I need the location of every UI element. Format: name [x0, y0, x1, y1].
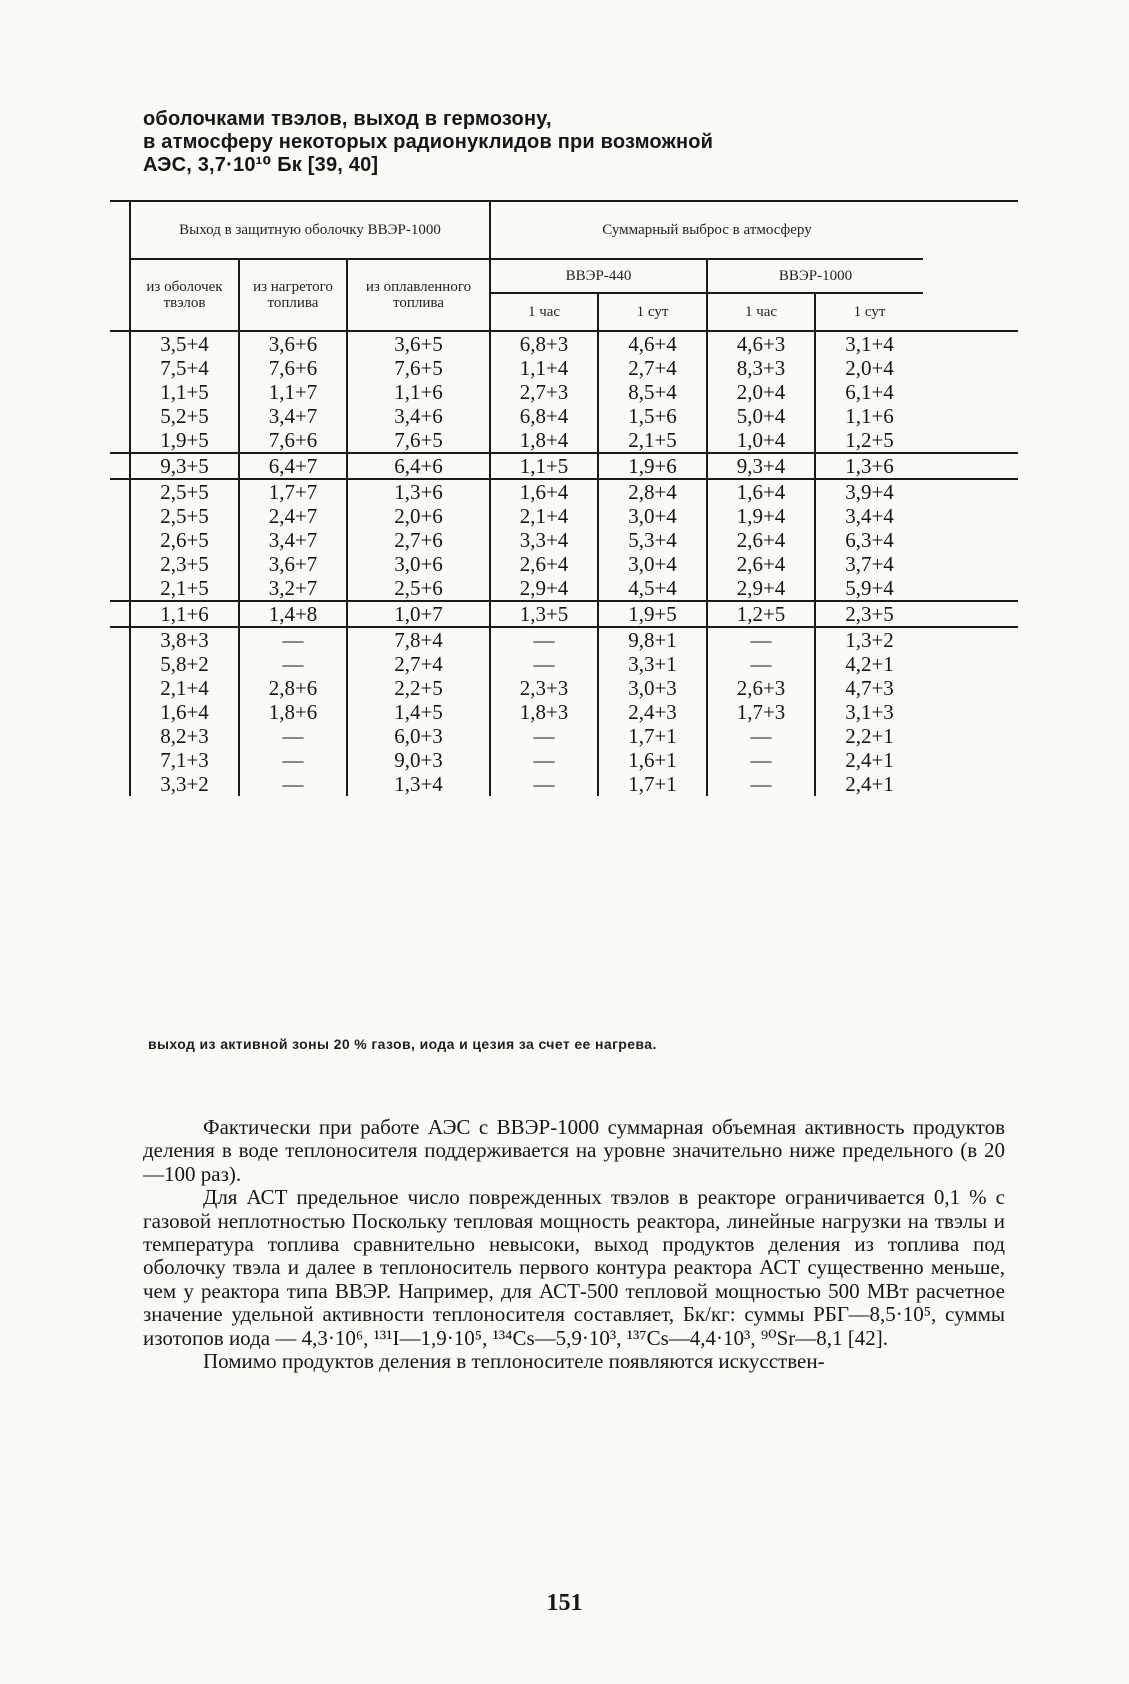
table-cell: 1,3+5	[490, 601, 598, 627]
header-spacer	[923, 201, 1018, 259]
table-cell: 3,5+4 7,5+4 1,1+5 5,2+5 1,9+5	[130, 331, 239, 453]
header-1000-1h: 1 час	[707, 293, 815, 331]
table-cell: 3,9+4 3,4+4 6,3+4 3,7+4 5,9+4	[815, 479, 923, 601]
table-cell-spacer	[923, 479, 1018, 601]
table-cell: — — 2,3+3 1,8+3 — — —	[490, 627, 598, 796]
table-header	[110, 201, 1018, 331]
table-title	[143, 108, 963, 177]
table-cell: 1,6+4 1,9+4 2,6+4 2,6+4 2,9+4	[707, 479, 815, 601]
data-table-container	[110, 200, 1018, 796]
title-line-1: оболочками твэлов, выход в гермозону,	[143, 108, 552, 130]
table-cell: 9,3+4	[707, 453, 815, 479]
table-cell: 1,2+5	[707, 601, 815, 627]
table-row	[110, 627, 1018, 796]
table-cell: 1,4+8	[239, 601, 347, 627]
table-cell: 9,3+5	[130, 453, 239, 479]
table-cell-spacer	[923, 331, 1018, 453]
table-cell-spacer	[923, 601, 1018, 627]
table-cell-spacer	[923, 627, 1018, 796]
table-group-3	[110, 627, 1018, 796]
paragraph: Помимо продуктов деления в теплоносителе появляются искусствен-	[203, 1349, 825, 1374]
header-440-1d: 1 сут	[598, 293, 707, 331]
table-cell: 2,5+5 2,5+5 2,6+5 2,3+5 2,1+5	[130, 479, 239, 601]
table-cell: 1,3+6	[815, 453, 923, 479]
table-row	[110, 331, 1018, 453]
table-cell: 1,6+4 2,1+4 3,3+4 2,6+4 2,9+4	[490, 479, 598, 601]
table-cell: — — 2,6+3 1,7+3 — — —	[707, 627, 815, 796]
table-cell: 7,8+4 2,7+4 2,2+5 1,4+5 6,0+3 9,0+3 1,3+4	[347, 627, 490, 796]
table-cell: 6,4+7	[239, 453, 347, 479]
title-line-3: АЭС, 3,7·10¹⁰ Бк [39, 40]	[143, 154, 379, 176]
header-cladding: из оболочек твэлов	[130, 259, 239, 331]
table-cell: — — 2,8+6 1,8+6 — — —	[239, 627, 347, 796]
table-cell: 3,1+4 2,0+4 6,1+4 1,1+6 1,2+5	[845, 332, 894, 452]
table-cell: 1,3+2 4,2+1 4,7+3 3,1+3 2,2+1 2,4+1 2,4+1	[815, 627, 923, 796]
table-sum-1	[110, 453, 1018, 479]
table-cell: 1,1+6	[130, 601, 239, 627]
table-cell: 1,7+7 2,4+7 3,4+7 3,6+7 3,2+7	[239, 479, 347, 601]
header-spacer-3	[923, 293, 1018, 331]
table-cell: 1,0+7	[347, 601, 490, 627]
table-sum-2	[110, 601, 1018, 627]
table-cell: 2,8+4 3,0+4 5,3+4 3,0+4 4,5+4	[598, 479, 707, 601]
table-cell: 6,8+3 1,1+4 2,7+3 6,8+4 1,8+4	[490, 331, 598, 453]
table-cell-spacer	[923, 453, 1018, 479]
nuclide-cell	[110, 453, 130, 479]
header-total-group: Суммарный выброс в атмосферу	[490, 201, 923, 259]
header-melted-fuel: из оплавленного топлива	[347, 259, 490, 331]
table-cell: 4,6+3 8,3+3 2,0+4 5,0+4 1,0+4	[707, 331, 815, 453]
table-cell: 4,6+4 2,7+4 8,5+4 1,5+6 2,1+5	[598, 331, 707, 453]
radionuclide-table	[110, 200, 1018, 796]
header-vver-440: ВВЭР-440	[490, 259, 707, 293]
table-cell: 1,9+6	[598, 453, 707, 479]
table-cell: 3,6+5 7,6+5 1,1+6 3,4+6 7,6+5	[347, 331, 490, 453]
nuclide-column-stub	[110, 201, 130, 331]
header-1000-1d: 1 сут	[853, 304, 886, 320]
table-row	[110, 601, 1018, 627]
page-number: 151	[546, 1590, 583, 1616]
header-release-group: Выход в защитную оболочку ВВЭР-1000	[130, 201, 490, 259]
paragraph: Для АСТ предельное число поврежденных твэлов в реакторе ограничивается 0,1 % с газовой неплотностью Поскольку тепловая мощность реактора, линейные нагрузки на твэлы и температура топлива сравнительно невысоки, выход продуктов деления из топлива под оболочку твэла и далее в теплоноситель первого контура реактора АСТ существенно меньше, чем у реактора типа ВВЭР. Например, для АСТ-500 тепловой мощностью 500 МВт расчетное значение удельной активности теплоносителя составляет, Бк/кг: суммы РБГ—8,5·10⁵, суммы изотопов иода — 4,3·10⁶, ¹³¹I—1,9·10⁵, ¹³⁴Cs—5,9·10³, ¹³⁷Cs—4,4·10³, ⁹⁰Sr—8,1 [42].	[143, 1185, 1005, 1350]
nuclide-cell	[110, 627, 130, 796]
table-cell: 6,4+6	[347, 453, 490, 479]
body-text	[143, 1116, 1005, 1373]
table-cell: 1,1+5	[490, 453, 598, 479]
header-440-1h: 1 час	[490, 293, 598, 331]
table-cell: 3,6+6 7,6+6 1,1+7 3,4+7 7,6+6	[239, 331, 347, 453]
paragraph: Фактически при работе АЭС с ВВЭР-1000 суммарная объемная активность продуктов деления в воде теплоносителя поддерживается на уровне значительно ниже предельного (в 20—100 раз).	[143, 1115, 1005, 1186]
table-cell: 1,3+6 2,0+6 2,7+6 3,0+6 2,5+6	[347, 479, 490, 601]
header-spacer-2	[923, 259, 1018, 293]
table-group-2	[110, 479, 1018, 601]
table-row	[110, 453, 1018, 479]
header-vver-1000: ВВЭР-1000	[707, 259, 923, 293]
table-row	[110, 479, 1018, 601]
table-cell: 1,9+5	[598, 601, 707, 627]
table-footnote: выход из активной зоны 20 % газов, иода и цезия за счет ее нагрева.	[148, 1036, 657, 1052]
nuclide-cell	[110, 479, 130, 601]
table-cell: 3,8+3 5,8+2 2,1+4 1,6+4 8,2+3 7,1+3 3,3+2	[130, 627, 239, 796]
header-heated-fuel: из нагретого топлива	[239, 259, 347, 331]
table-cell: 2,3+5	[815, 601, 923, 627]
table-cell: 9,8+1 3,3+1 3,0+3 2,4+3 1,7+1 1,6+1 1,7+1	[598, 627, 707, 796]
nuclide-cell	[110, 331, 130, 453]
title-line-2: в атмосферу некоторых радионуклидов при возможной	[143, 131, 714, 153]
nuclide-cell	[110, 601, 130, 627]
table-group-1	[110, 331, 1018, 453]
